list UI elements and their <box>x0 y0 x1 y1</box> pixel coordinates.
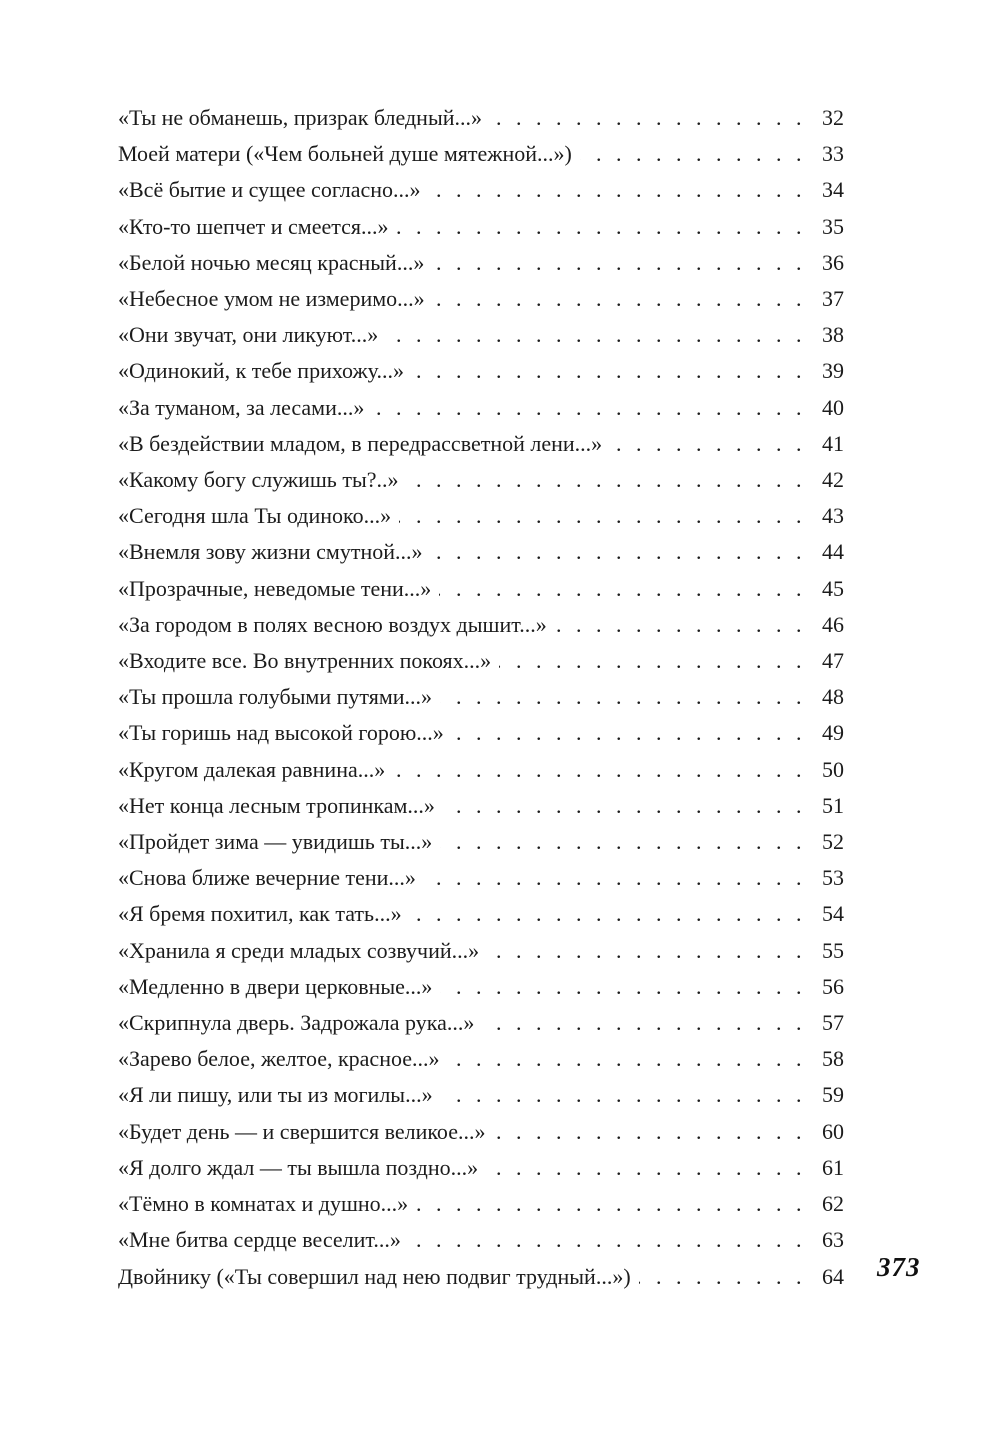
toc-entry-page: 52 <box>822 829 844 855</box>
toc-entry <box>118 1041 844 1077</box>
toc-entry-title: «Зарево белое, желтое, красное...» <box>118 1046 440 1072</box>
toc-entry-page: 47 <box>822 648 844 674</box>
toc-entry <box>118 1114 844 1150</box>
toc-entry-page: 36 <box>822 249 844 275</box>
toc-entry <box>118 643 844 679</box>
dot-leader <box>372 390 816 426</box>
toc-entry <box>118 788 844 824</box>
toc-entry-title: «Тёмно в комнатах и душно...» <box>118 1191 409 1217</box>
toc-entry-title: «Скрипнула дверь. Задрожала рука...» <box>118 1010 475 1036</box>
toc-entry <box>118 390 844 426</box>
toc-entry-page: 58 <box>822 1046 844 1072</box>
toc-entry-title: «Я долго ждал — ты вышла поздно...» <box>118 1154 479 1180</box>
dot-leader <box>487 933 816 969</box>
toc-entry <box>118 1186 844 1222</box>
toc-entry-page: 59 <box>822 1082 844 1108</box>
toc-entry <box>118 317 844 353</box>
dot-leader <box>580 136 816 172</box>
toc-entry-page: 49 <box>822 720 844 746</box>
toc-entry <box>118 896 844 932</box>
toc-entry-page: 57 <box>822 1010 844 1036</box>
toc-entry-title: «Ты горишь над высокой горою...» <box>118 720 444 746</box>
dot-leader <box>397 209 817 245</box>
dot-leader <box>441 1077 816 1113</box>
toc-entry-page: 56 <box>822 973 844 999</box>
toc-entry-page: 61 <box>822 1154 844 1180</box>
toc-entry-page: 38 <box>822 322 844 348</box>
toc-entry <box>118 933 844 969</box>
toc-entry-title: «Входите все. Во внутренних покоях...» <box>118 648 492 674</box>
toc-entry <box>118 209 844 245</box>
dot-leader <box>412 353 816 389</box>
dot-leader <box>448 1041 816 1077</box>
dot-leader <box>486 1150 816 1186</box>
toc-entry-page: 39 <box>822 358 844 384</box>
toc-entry-title: «Сегодня шла Ты одиноко...» <box>118 503 392 529</box>
toc-entry-page: 60 <box>822 1118 844 1144</box>
dot-leader <box>440 969 816 1005</box>
toc-entry-page: 63 <box>822 1227 844 1253</box>
toc-entry-page: 37 <box>822 286 844 312</box>
toc-entry-title: «За городом в полях весною воздух дышит...» <box>118 611 547 637</box>
toc-entry <box>118 1259 844 1295</box>
dot-leader <box>433 281 816 317</box>
dot-leader <box>399 498 816 534</box>
toc-entry <box>118 715 844 751</box>
toc-entry-title: «В бездействии младом, в передрассветной лени...» <box>118 430 603 456</box>
toc-entry-page: 34 <box>822 177 844 203</box>
dot-leader <box>639 1259 816 1295</box>
dot-leader <box>490 100 816 136</box>
toc-entry-title: «Всё бытие и сущее согласно...» <box>118 177 421 203</box>
dot-leader <box>610 426 816 462</box>
toc-entry-page: 45 <box>822 575 844 601</box>
toc-entry <box>118 571 844 607</box>
dot-leader <box>432 245 816 281</box>
toc-entry-title: Моей матери («Чем больней душе мятежной...») <box>118 141 572 167</box>
toc-entry-title: «Белой ночью месяц красный...» <box>118 249 425 275</box>
toc-list <box>118 100 844 1295</box>
toc-entry <box>118 426 844 462</box>
toc-entry-title: «Ты не обманешь, призрак бледный...» <box>118 105 482 130</box>
toc-entry-title: «Они звучат, они ликуют...» <box>118 322 379 348</box>
toc-entry <box>118 353 844 389</box>
toc-entry <box>118 498 844 534</box>
toc-entry <box>118 969 844 1005</box>
dot-leader <box>429 172 817 208</box>
toc-entry-page: 62 <box>822 1191 844 1217</box>
dot-leader <box>431 534 817 570</box>
toc-entry-title: «Будет день — и свершится великое...» <box>118 1118 486 1144</box>
toc-entry <box>118 100 844 136</box>
toc-entry-page: 35 <box>822 213 844 239</box>
toc-entry-title: «Кругом далекая равнина...» <box>118 756 386 782</box>
dot-leader <box>439 571 816 607</box>
toc-entry <box>118 752 844 788</box>
toc-entry <box>118 281 844 317</box>
toc-entry-title: «Прозрачные, неведомые тени...» <box>118 575 432 601</box>
toc-entry-title: «Внемля зову жизни смутной...» <box>118 539 423 565</box>
toc-entry <box>118 1005 844 1041</box>
toc-entry <box>118 136 844 172</box>
toc-entry-page: 43 <box>822 503 844 529</box>
dot-leader <box>443 788 816 824</box>
dot-leader <box>555 607 816 643</box>
toc-entry-title: «Хранила я среди младых созвучий...» <box>118 937 480 963</box>
dot-leader <box>440 679 816 715</box>
toc-entry <box>118 607 844 643</box>
toc-entry-title: «Какому богу служишь ты?..» <box>118 467 399 493</box>
toc-entry <box>118 172 844 208</box>
toc-entry-page: 46 <box>822 611 844 637</box>
dot-leader <box>452 715 816 751</box>
toc-entry-title: «Мне битва сердце веселит...» <box>118 1227 401 1253</box>
toc-entry-title: «Я бремя похитил, как тать...» <box>118 901 402 927</box>
toc-entry-title: «Медленно в двери церковные...» <box>118 973 433 999</box>
toc-entry-page: 33 <box>822 141 844 167</box>
toc-entry <box>118 462 844 498</box>
toc-entry <box>118 1222 844 1258</box>
toc-entry-page: 64 <box>822 1263 844 1289</box>
toc-entry <box>118 1150 844 1186</box>
toc-entry-title: «Одинокий, к тебе прихожу...» <box>118 358 404 384</box>
toc-entry-title: «Ты прошла голубыми путями...» <box>118 684 433 710</box>
toc-entry-page: 44 <box>822 539 844 565</box>
toc-entry-title: «Кто-то шепчет и смеется...» <box>118 213 389 239</box>
toc-entry-page: 32 <box>822 105 844 130</box>
dot-leader <box>393 752 816 788</box>
toc-entry-title: Двойнику («Ты совершил над нею подвиг трудный...») <box>118 1263 631 1289</box>
toc-entry <box>118 1077 844 1113</box>
dot-leader <box>386 317 816 353</box>
dot-leader <box>407 462 817 498</box>
dot-leader <box>493 1114 816 1150</box>
toc-entry-page: 50 <box>822 756 844 782</box>
toc-entry-page: 53 <box>822 865 844 891</box>
toc-entry-title: «Нет конца лесным тропинкам...» <box>118 792 435 818</box>
page-number-folio: 373 <box>877 1252 921 1282</box>
toc-entry <box>118 679 844 715</box>
toc-entry-page: 40 <box>822 394 844 420</box>
toc-entry-page: 42 <box>822 467 844 493</box>
toc-entry-page: 55 <box>822 937 844 963</box>
toc-entry-page: 51 <box>822 792 844 818</box>
toc-entry-title: «Снова ближе вечерние тени...» <box>118 865 416 891</box>
toc-entry-page: 54 <box>822 901 844 927</box>
toc-entry-page: 41 <box>822 430 844 456</box>
toc-entry-page: 48 <box>822 684 844 710</box>
toc-entry <box>118 824 844 860</box>
toc-entry-title: «Пройдет зима — увидишь ты...» <box>118 829 433 855</box>
toc-entry-title: «За туманом, за лесами...» <box>118 394 365 420</box>
dot-leader <box>409 1222 816 1258</box>
dot-leader <box>416 1186 816 1222</box>
toc-entry <box>118 245 844 281</box>
dot-leader <box>424 860 816 896</box>
toc-entry-title: «Небесное умом не измеримо...» <box>118 286 425 312</box>
dot-leader <box>410 896 816 932</box>
toc-entry <box>118 860 844 896</box>
toc-entry <box>118 534 844 570</box>
dot-leader <box>440 824 816 860</box>
toc-entry-title: «Я ли пишу, или ты из могилы...» <box>118 1082 433 1108</box>
dot-leader <box>482 1005 816 1041</box>
dot-leader <box>499 643 816 679</box>
